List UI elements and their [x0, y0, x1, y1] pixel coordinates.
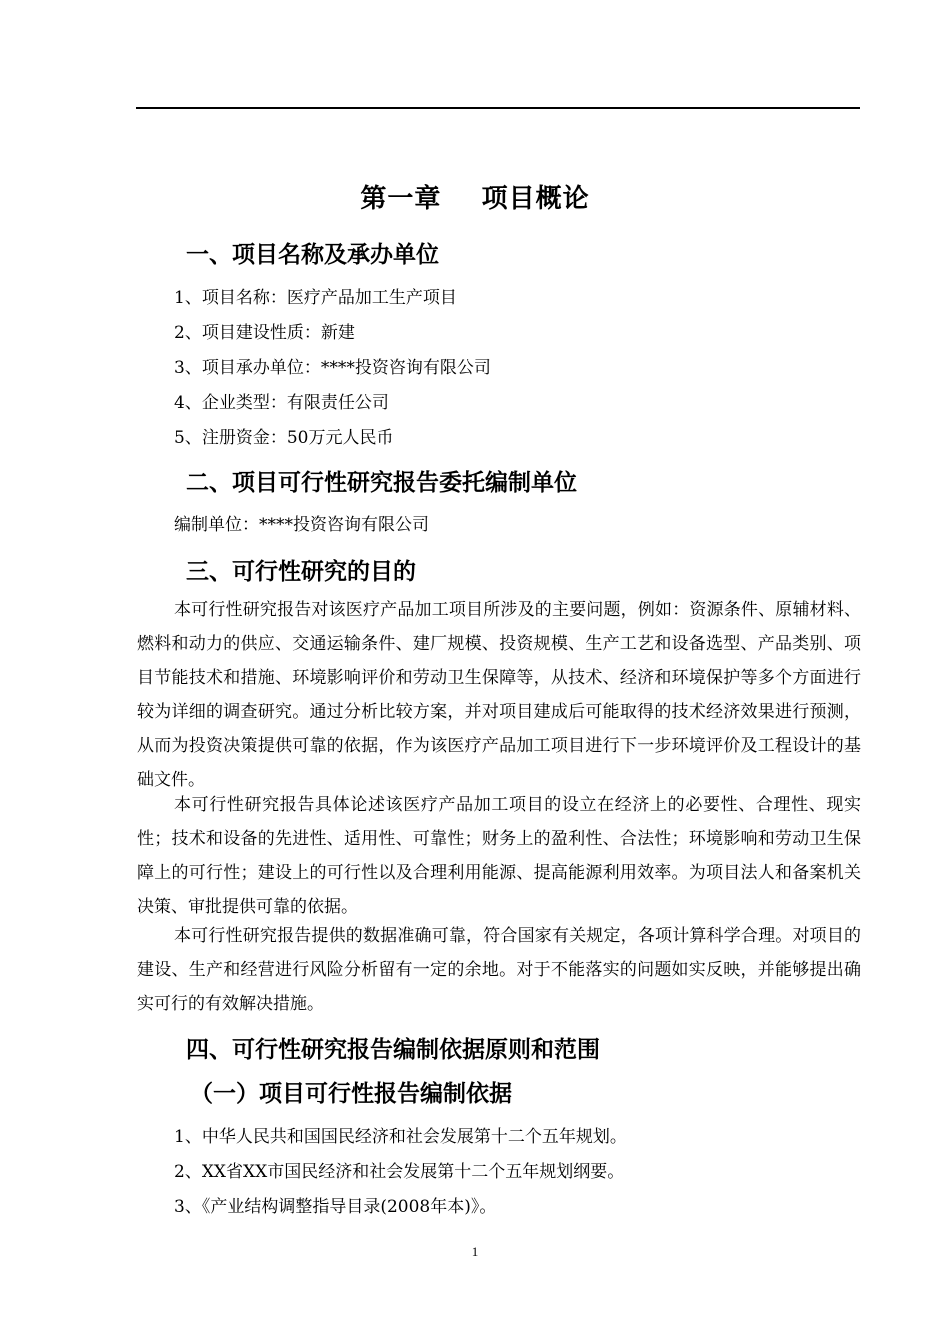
paragraph: 本可行性研究报告具体论述该医疗产品加工项目的设立在经济上的必要性、合理性、现实性；技术和设备的先进性、适用性、可靠性；财务上的盈利性、合法性；环境影响和劳动卫生保障上的可行性；建设上的可行性以及合理利用能源、提高能源利用效率。为项目法人和备案机关决策、审批提供可靠的依据。: [137, 795, 861, 917]
section-heading-1: 一、项目名称及承办单位: [186, 241, 439, 268]
header-rule: [136, 107, 860, 109]
compiler-line: 编制单位：****投资咨询有限公司: [174, 515, 429, 535]
list-item: 4、企业类型：有限责任公司: [174, 393, 389, 413]
sub-heading: （一）项目可行性报告编制依据: [190, 1080, 512, 1107]
list-item: 2、项目建设性质：新建: [174, 323, 355, 343]
section-heading-3: 三、可行性研究的目的: [186, 558, 416, 585]
page-number: 1: [471, 1244, 479, 1259]
list-item: 1、中华人民共和国国民经济和社会发展第十二个五年规划。: [174, 1127, 627, 1147]
list-item: 3、项目承办单位：****投资咨询有限公司: [174, 358, 491, 378]
list-item: 5、注册资金：50万元人民币: [174, 428, 394, 448]
section-heading-2: 二、项目可行性研究报告委托编制单位: [186, 469, 577, 496]
list-item: 3、《产业结构调整指导目录(2008年本)》。: [174, 1197, 497, 1217]
section-heading-4: 四、可行性研究报告编制依据原则和范围: [186, 1036, 600, 1063]
chapter-title: 第一章 项目概论: [360, 184, 590, 214]
paragraph: 本可行性研究报告对该医疗产品加工项目所涉及的主要问题，例如：资源条件、原辅材料、燃料和动力的供应、交通运输条件、建厂规模、投资规模、生产工艺和设备选型、产品类别、项目节能技术和措施、环境影响评价和劳动卫生保障等，从技术、经济和环境保护等多个方面进行较为详细的调查研究。通过分析比较方案，并对项目建成后可能取得的技术经济效果进行预测，从而为投资决策提供可靠的依据，作为该医疗产品加工项目进行下一步环境评价及工程设计的基础文件。: [137, 600, 861, 790]
list-item: 1、项目名称：医疗产品加工生产项目: [174, 288, 457, 308]
paragraph: 本可行性研究报告提供的数据准确可靠，符合国家有关规定，各项计算科学合理。对项目的建设、生产和经营进行风险分析留有一定的余地。对于不能落实的问题如实反映，并能够提出确实可行的有效解决措施。: [137, 926, 861, 1014]
list-item: 2、XX省XX市国民经济和社会发展第十二个五年规划纲要。: [174, 1162, 625, 1182]
